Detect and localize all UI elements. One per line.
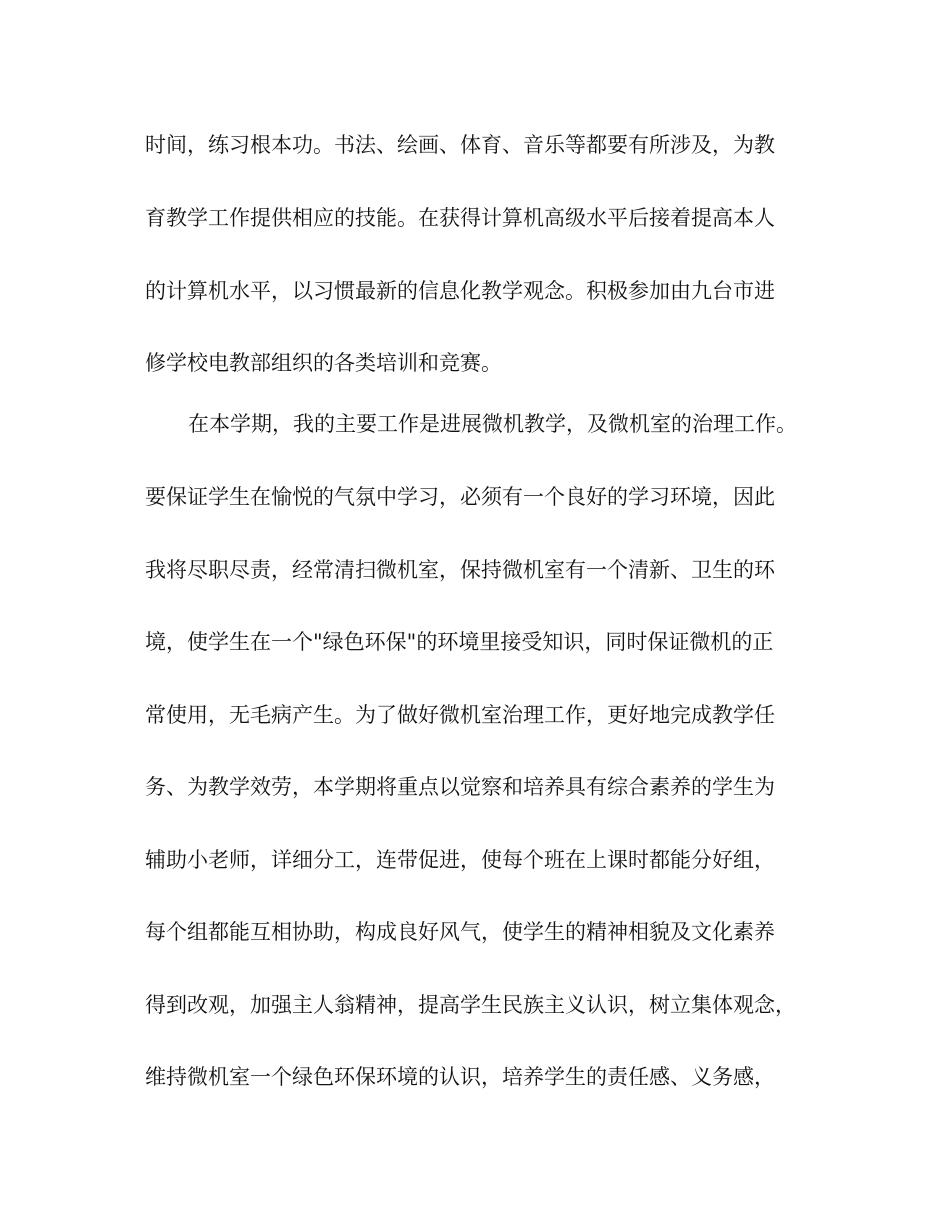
text-line: 修学校电教部组织的各类培训和竞赛。	[145, 351, 502, 375]
text-line: 育教学工作提供相应的技能。在获得计算机高级水平后接着提高本人	[145, 206, 775, 230]
text-line: 常使用，无毛病产生。为了做好微机室治理工作，更好地完成教学任	[145, 703, 775, 727]
text-line: 的计算机水平，以习惯最新的信息化教学观念。积极参加由九台市进	[145, 279, 775, 303]
text-line: 我将尽职尽责，经常清扫微机室，保持微机室有一个清新、卫生的环	[145, 558, 775, 582]
text-line: 境，使学生在一个"绿色环保"的环境里接受知识，同时保证微机的正	[145, 630, 774, 654]
text-line: 时间，练习根本功。书法、绘画、体育、音乐等都要有所涉及，为教	[145, 133, 775, 157]
paragraph-first-line: 在本学期，我的主要工作是进展微机教学，及微机室的治理工作。	[188, 412, 797, 436]
text-line: 得到改观，加强主人翁精神，提高学生民族主义认识，树立集体观念，	[145, 993, 796, 1017]
text-line: 维持微机室一个绿色环保环境的认识，培养学生的责任感、义务感，	[145, 1065, 775, 1089]
text-line: 每个组都能互相协助，构成良好风气，使学生的精神相貌及文化素养	[145, 920, 775, 944]
text-line: 务、为教学效劳，本学期将重点以觉察和培养具有综合素养的学生为	[145, 775, 775, 799]
text-line: 辅助小老师，详细分工，连带促进，使每个班在上课时都能分好组，	[145, 848, 775, 872]
text-line: 要保证学生在愉悦的气氛中学习，必须有一个良好的学习环境，因此	[145, 485, 775, 509]
